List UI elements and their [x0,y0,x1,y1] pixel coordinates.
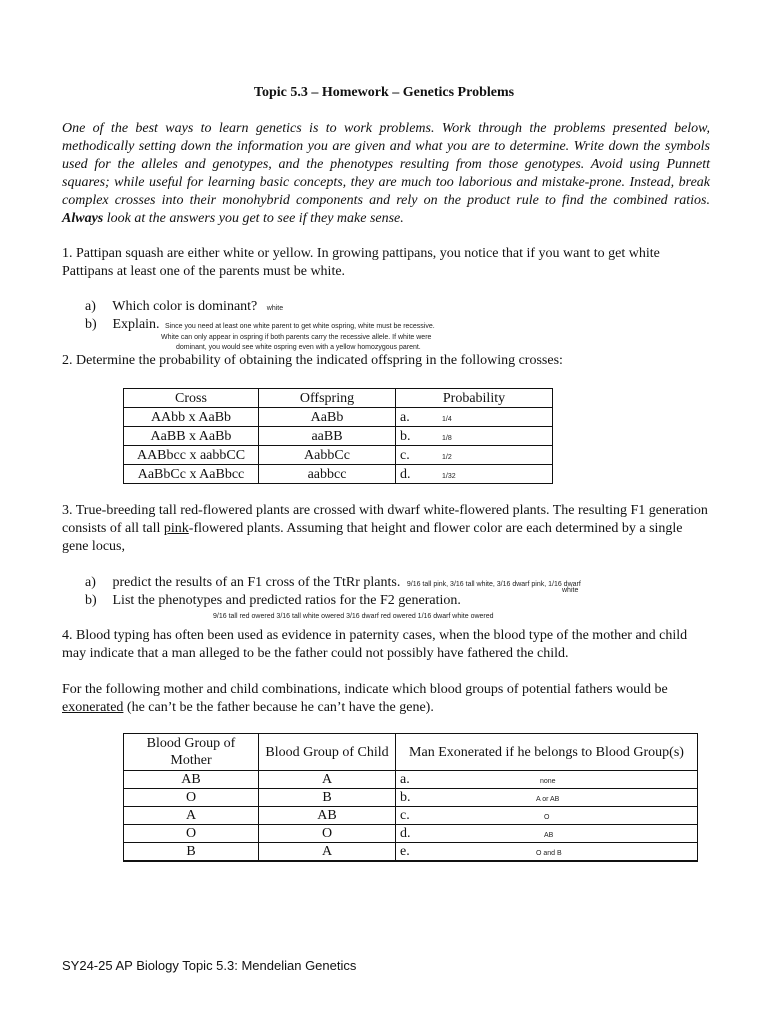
row-letter: d. [400,466,411,482]
exonerated-cell [396,771,698,789]
header-offspring: Offspring [259,389,396,408]
exonerated-cell [396,825,698,843]
q1-a-label: a) [85,299,96,314]
row-letter: d. [400,825,411,841]
cross-cell: AAbb x AaBb [124,408,259,427]
q3-a-answer-1: 9/16 tall pink, 3/16 tall white, 3/16 dwarf pink, 1/16 dwarf [406,581,581,588]
child-cell: O [259,825,396,843]
mother-cell: O [124,825,259,843]
q3-a-answer-2: white [562,587,579,594]
exonerated-answer: O [544,813,550,821]
q4-underlined: exonerated [62,700,124,715]
row-letter: b. [400,789,411,805]
mother-cell: B [124,843,259,862]
q4-text: 4. Blood typing has often been used as evidence in paternity cases, when the blood type of the mother and child may indicate that a man alleged to be the father could not possibly have fathered the child. [62,628,688,661]
offspring-cell: AaBb [259,408,396,427]
intro-paragraph [62,120,710,228]
exonerated-answer: O and B [536,849,562,857]
intro-text-2: look at the answers you get to see if they make sense. [103,211,404,226]
probability-answer: 1/8 [442,434,452,442]
table-row [124,408,553,427]
q3-text [62,502,710,556]
header-mother: Blood Group of Mother [124,734,259,771]
exonerated-answer: none [540,777,556,785]
exonerated-cell [396,843,698,862]
q2-text: 2. Determine the probability of obtaining the indicated offspring in the following crosses: [62,353,563,368]
q3-b [85,592,461,610]
mother-cell: A [124,807,259,825]
exonerated-answer: A or AB [536,795,560,803]
row-letter: e. [400,843,410,859]
row-letter: c. [400,807,410,823]
probability-table [123,388,553,484]
blood-group-table [123,733,698,862]
q3-b-text: List the phenotypes and predicted ratios for the F2 generation. [112,593,461,608]
q3-a-text: predict the results of an F1 cross of the TtRr plants. [112,575,401,590]
q3-b-answer: 9/16 tall red owered 3/16 tall white owered 3/16 dwarf red owered 1/16 dwarf white owered [213,613,494,620]
table-row [124,789,698,807]
probability-cell [396,427,553,446]
exonerated-cell [396,789,698,807]
q3-a-label: a) [85,575,96,590]
q1-a-text: Which color is dominant? [112,299,258,314]
table-row [124,427,553,446]
table-row [124,465,553,484]
page-title: Topic 5.3 – Homework – Genetics Problems [253,85,515,100]
q3-a [85,574,581,592]
probability-answer: 1/32 [442,472,456,480]
q4-text-2a: For the following mother and child combinations, indicate which blood groups of potential fathers would be [62,682,668,697]
child-cell: A [259,771,396,789]
mother-cell: O [124,789,259,807]
q4-text-2b: (he can’t be the father because he can’t have the gene). [123,700,434,715]
table-header-row [124,734,698,771]
probability-cell [396,408,553,427]
q3-text-1: 3. True-breeding tall red-flowered plants are crossed with dwarf white-flowered plants. The resulting F1 generation consists of all tall [62,503,708,536]
q3-underlined: pink [163,521,189,536]
q3-b-label: b) [85,593,97,608]
probability-cell [396,446,553,465]
header-exonerated: Man Exonerated if he belongs to Blood Group(s) [396,734,698,771]
child-cell: B [259,789,396,807]
intro-bold: Always [62,211,104,226]
child-cell: AB [259,807,396,825]
q1-b-text: Explain. [112,317,160,332]
q1-text: 1. Pattipan squash are either white or yellow. In growing pattipans, you notice that if you want to get white Pattipans at least one of the parents must be white. [62,246,660,279]
header-cross: Cross [124,389,259,408]
header-probability: Probability [396,389,553,408]
q1-b-label: b) [85,317,97,332]
q1-b-answer-3: dominant, you would see white ospring even with a yellow homozygous parent. [176,344,421,351]
probability-answer: 1/4 [442,415,452,423]
exonerated-cell [396,807,698,825]
cross-cell: AABbcc x aabbCC [124,446,259,465]
q1-a [85,298,283,316]
table-row [124,446,553,465]
table-row [124,771,698,789]
mother-cell: AB [124,771,259,789]
child-cell: A [259,843,396,862]
offspring-cell: aabbcc [259,465,396,484]
row-letter: a. [400,771,410,787]
row-letter: a. [400,409,410,425]
q1-b-answer-2: White can only appear in ospring if both parents carry the recessive allele. If white were [161,334,432,341]
q1-a-answer: white [266,305,284,312]
page-footer: SY24-25 AP Biology Topic 5.3: Mendelian Genetics [62,958,357,973]
table-header-row [124,389,553,408]
probability-cell [396,465,553,484]
table-row [124,825,698,843]
cross-cell: AaBB x AaBb [124,427,259,446]
q4-text-2 [62,681,710,717]
q1-b-answer-1: Since you need at least one white parent to get white ospring, white must be recessive. [165,323,435,330]
row-letter: b. [400,428,411,444]
exonerated-answer: AB [544,831,554,839]
probability-answer: 1/2 [442,453,452,461]
table-row [124,843,698,862]
header-child: Blood Group of Child [259,734,396,771]
q1-b [85,316,435,334]
cross-cell: AaBbCc x AaBbcc [124,465,259,484]
intro-text-1: One of the best ways to learn genetics is to work problems. Work through the problems presented below, methodically setting down the information you are given and what you are to determine. Write down the symbols used for the alleles and genotypes, and the phenotypes resulting from those genotypes. Avoid using Punnett squares; while useful for learning basic concepts, they are much too laborious and mistake-prone. Instead, break complex crosses into their monohybrid components and rely on the product rule to find the combined ratios. [62,121,710,208]
q3-text-2: -flowered plants. Assuming that height and flower color are each determined by a single gene locus, [62,521,683,554]
offspring-cell: AabbCc [259,446,396,465]
table-row [124,807,698,825]
row-letter: c. [400,447,410,463]
offspring-cell: aaBB [259,427,396,446]
